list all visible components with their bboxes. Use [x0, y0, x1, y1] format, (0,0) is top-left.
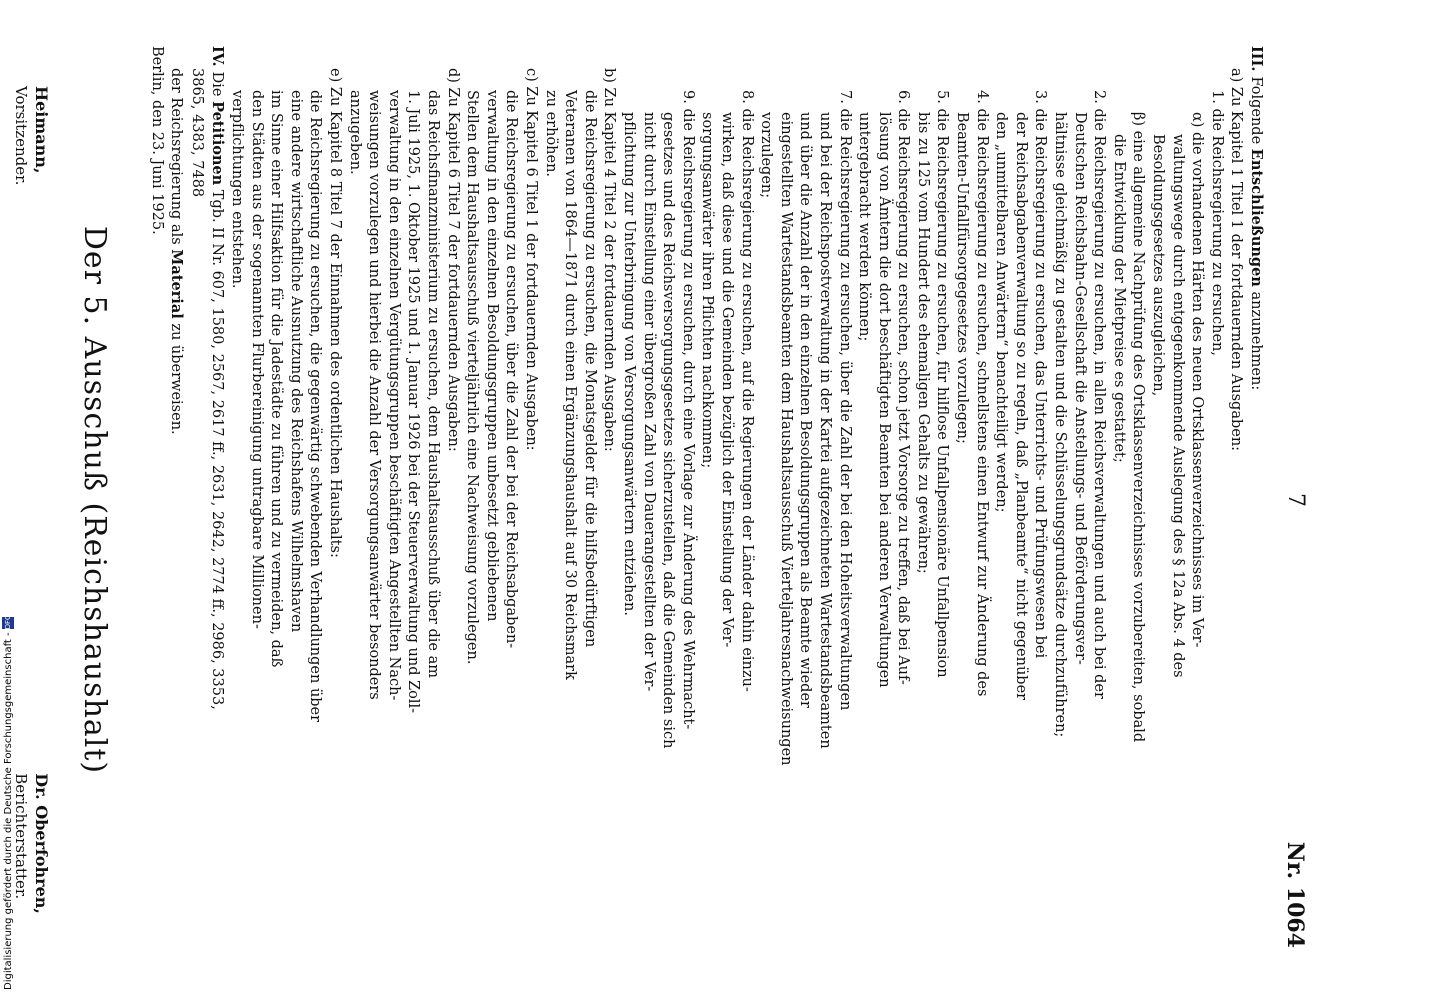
text-run: Folgende	[1248, 76, 1264, 149]
rotated-page	[12, 10, 1332, 990]
text-run: anzunehmen:	[1248, 286, 1264, 391]
text-run: vorzulegen;	[758, 112, 775, 199]
text-run: 1. Juli 1925, 1. Oktober 1925 und 1. Januar 1926 bei der Steuerverwaltung und Zoll-	[405, 90, 422, 714]
text-line	[325, 46, 345, 954]
text-run: anzugeben.	[346, 90, 363, 175]
text-line	[893, 46, 913, 954]
text-run: Entschließungen	[1248, 148, 1265, 287]
text-run: Beamten-Unfallfürsorgegesetzes vorzulegen;	[954, 112, 971, 444]
text-line	[206, 46, 227, 954]
text-line	[462, 46, 482, 954]
document-number: Nr. 1064	[1282, 841, 1308, 948]
text-run: der Reichsabgabenverwaltung so zu regeln, daß „Planbeamte“ nicht gegenüber	[1012, 112, 1029, 701]
text-run: lösung von Ämtern die dort beschäftigten Beamten bei anderen Verwaltungen	[875, 112, 892, 688]
text-line	[1187, 46, 1207, 954]
text-line	[1147, 46, 1167, 954]
text-run: den „unmittelbaren Anwärtern“ benachteiligt werden;	[993, 112, 1010, 513]
text-run: 3. die Reichsregierung zu ersuchen, das Unterrichts- und Prüfungswesen bei	[1032, 90, 1049, 659]
text-run: Petitionen	[208, 101, 226, 186]
text-line	[1206, 46, 1226, 954]
text-line	[285, 46, 305, 954]
text-run: den Städten aus der sogenannten Flurbereinigung untragbare Millionen-	[248, 90, 265, 629]
text-run: verwaltung in den einzelnen Vergütungsgruppen beschäftigten Angestellten Nach-	[385, 90, 402, 701]
text-run: IV.	[208, 46, 226, 72]
text-run: Tgb. II Nr. 607, 1580, 2567, 2617 ff., 2631, 2642, 2774 ff., 2986, 3353,	[208, 185, 225, 710]
text-line	[1245, 46, 1266, 954]
text-run: sorgungsanwärter ihren Pflichten nachkommen;	[699, 112, 716, 469]
text-line	[383, 46, 403, 954]
text-run: und bei der Reichspostverwaltung in der Kartei aufgezeichneten Wartestandsbeamten	[816, 112, 833, 749]
text-run: β) eine allgemeine Nachprüfung des Ortsklassenverzeichnisses vorzubereiten, sobald	[1130, 112, 1147, 743]
text-line	[442, 46, 462, 954]
text-line	[952, 46, 972, 954]
text-line	[1010, 46, 1030, 954]
text-run: Besoldungsgesetzes auszugleichen,	[1150, 134, 1167, 397]
text-run: die Reichsregierung zu ersuchen, die gegenwärtig schwebenden Verhandlungen über	[307, 90, 324, 723]
text-run: verwaltung in den einzelnen Besoldungsgruppen unbesetzt gebliebenen	[483, 90, 500, 622]
text-line	[403, 46, 423, 954]
text-run: wirken, daß diese und die Gemeinden bezüglich der Einstellung der Ver-	[718, 112, 735, 648]
text-line	[854, 46, 874, 954]
text-run: Deutschen Reichsbahn-Gesellschaft die Anstellungs- und Beförderungsver-	[1071, 112, 1088, 665]
text-line	[932, 46, 952, 954]
text-run: gesetzes und des Reichsversorgungsgesetzes sicherzustellen, daß die Gemeinden sich	[660, 112, 677, 749]
text-run: Veteranen von 1864—1871 durch einen Ergänzungshaushalt auf 30 Reichsmark	[562, 90, 579, 680]
text-run: 1. die Reichsregierung zu ersuchen,	[1208, 90, 1225, 356]
text-run: 7. die Reichsregierung zu ersuchen, über die Zahl der bei den Hoheitsverwaltungen	[836, 90, 853, 711]
text-run: d) Zu Kapitel 6 Titel 7 der fortdauernden Ausgaben:	[444, 68, 461, 452]
text-line	[1128, 46, 1148, 954]
text-line	[658, 46, 678, 954]
text-line	[697, 46, 717, 954]
text-line	[540, 46, 560, 954]
text-run: nicht durch Einstellung einer übergroßen Zahl von Dauerangestellten der Ver-	[640, 112, 657, 692]
signature-left	[11, 86, 51, 185]
text-line	[736, 46, 756, 954]
text-line	[1167, 46, 1187, 954]
dfg-logo-icon: DFG	[4, 614, 12, 630]
text-line	[344, 46, 364, 954]
text-run: hältnisse gleichmäßig zu gestalten und die Schlüsselungsgrundsätze durchzuführen;	[1052, 112, 1069, 738]
text-line	[266, 46, 286, 954]
text-run: waltungswege durch entgegenkommende Auslegung des § 12a Abs. 4 des	[1169, 134, 1186, 678]
text-run: 3865, 4383, 7488	[188, 68, 205, 198]
text-run: Berlin, den 23. Juni 1925.	[148, 46, 165, 235]
chairman-name: Heimann,	[32, 86, 52, 174]
text-run: 9. die Reichsregierung zu ersuchen, durch eine Vorlage zur Änderung des Wehrmacht-	[679, 90, 696, 730]
text-line	[364, 46, 384, 954]
text-run: und über die Anzahl der in den einzelnen Besoldungsgruppen als Beamte wieder	[797, 112, 814, 708]
text-run: Material	[168, 249, 186, 319]
chairman-role: Vorsitzender.	[12, 86, 31, 186]
text-run: III.	[1248, 46, 1265, 77]
text-run: 2. die Reichsregierung zu ersuchen, in allen Reichsverwaltungen und auch bei der	[1091, 90, 1108, 699]
text-run: c) Zu Kapitel 6 Titel 1 der fortdauernden Ausgaben:	[523, 68, 540, 451]
text-line	[677, 46, 697, 954]
text-line	[912, 46, 932, 954]
text-run: pflichtung zur Unterbringung von Versorgungsanwärtern entziehen.	[621, 112, 637, 616]
text-line	[1069, 46, 1089, 954]
text-line	[1108, 46, 1128, 954]
text-run: eingestellten Wartestandsbeamten dem Haushaltsausschuß Vierteljahresnachweisungen	[777, 112, 794, 766]
digitization-text: Digitalisierung gefördert durch die Deutsche Forschungsgemeinschaft -	[3, 632, 14, 990]
text-line	[560, 46, 580, 954]
text-run: eine andere wirtschaftliche Ausnutzung des Reichshafens Wilhelmshaven	[287, 90, 304, 633]
page-number: 7	[1283, 493, 1308, 507]
text-line	[814, 46, 834, 954]
text-line	[520, 46, 540, 954]
text-line	[501, 46, 521, 954]
text-line	[716, 46, 736, 954]
text-line	[618, 46, 638, 954]
digitization-note	[2, 614, 14, 990]
text-line	[775, 46, 795, 954]
text-line	[227, 46, 247, 954]
reporter-name: Dr. Oberfohren,	[32, 773, 52, 914]
document-body	[146, 46, 1266, 954]
page-header	[1266, 46, 1308, 954]
text-run: untergebracht werden können;	[856, 112, 873, 342]
text-run: 5. die Reichsregierung zu ersuchen, für hilflose Unfallpensionäre Unfallpension	[934, 90, 951, 678]
text-run: Die	[208, 71, 225, 102]
text-line	[1226, 46, 1246, 954]
text-line	[971, 46, 991, 954]
text-line	[305, 46, 325, 954]
text-line	[1089, 46, 1109, 954]
text-run: weisungen vorzulegen und hierbei die Anzahl der Versorgungsanwärter besonders	[366, 90, 383, 700]
reporter-role: Berichterstatter.	[12, 773, 31, 900]
text-line	[873, 46, 893, 954]
text-line	[166, 46, 187, 954]
text-run: zu erhöhen.	[542, 90, 559, 178]
text-run: b) Zu Kapitel 4 Titel 2 der fortdauernden Ausgaben:	[601, 68, 618, 452]
text-run: 6. die Reichsregierung zu ersuchen, schon jetzt Vorsorge zu treffen, daß bei Auf-	[895, 90, 912, 685]
text-line	[599, 46, 619, 954]
text-run: im Sinne einer Hilfsaktion für die Jadestädte zu führen und zu vermeiden, daß	[268, 90, 285, 668]
text-run: die Entwicklung der Mietpreise es gestattet;	[1110, 134, 1127, 463]
text-run: die Reichsregierung zu ersuchen, die Monatsgelder für die hilfsbedürftigen	[581, 90, 598, 648]
text-line	[795, 46, 815, 954]
text-run: e) Zu Kapitel 8 Titel 7 der Einnahmen des ordentlichen Haushalts:	[327, 68, 344, 558]
text-line	[481, 46, 501, 954]
text-run: 8. die Reichsregierung zu ersuchen, auf die Regierungen der Länder dahin einzu-	[738, 90, 755, 692]
text-line	[1030, 46, 1050, 954]
text-run: der Reichsregierung als	[168, 68, 185, 250]
text-line	[246, 46, 266, 954]
text-run: 4. die Reichsregierung zu ersuchen, schnellstens einen Entwurf zur Änderung des	[973, 90, 990, 697]
text-run: das Reichsfinanzministerium zu ersuchen, dem Haushaltsausschuß über die am	[425, 90, 442, 678]
text-line	[422, 46, 442, 954]
text-run: die Reichsregierung zu ersuchen, über die Zahl der bei der Reichsabgaben-	[503, 90, 520, 649]
signature-right	[11, 773, 51, 914]
text-line	[991, 46, 1011, 954]
committee-title: Der 5. Ausschuß (Reichshaushalt)	[77, 225, 113, 775]
text-run: a) Zu Kapitel 1 Titel 1 der fortdauernden Ausgaben:	[1228, 68, 1245, 452]
text-run: α) die vorhandenen Härten des neuen Ortsklassenverzeichnisses im Ver-	[1189, 112, 1206, 648]
text-line	[638, 46, 658, 954]
text-line	[186, 46, 206, 954]
text-line	[834, 46, 854, 954]
text-line	[579, 46, 599, 954]
text-line	[1049, 46, 1069, 954]
text-line	[756, 46, 776, 954]
text-run: zu überweisen.	[168, 318, 185, 435]
text-run: Stellen dem Haushaltsausschuß vierteljährlich eine Nachweisung vorzulegen.	[464, 90, 481, 665]
text-run: bis zu 125 vom Hundert des ehemaligen Gehalts zu gewähren;	[914, 112, 931, 574]
text-line	[146, 46, 166, 954]
text-run: verpflichtungen entstehen.	[229, 90, 246, 289]
